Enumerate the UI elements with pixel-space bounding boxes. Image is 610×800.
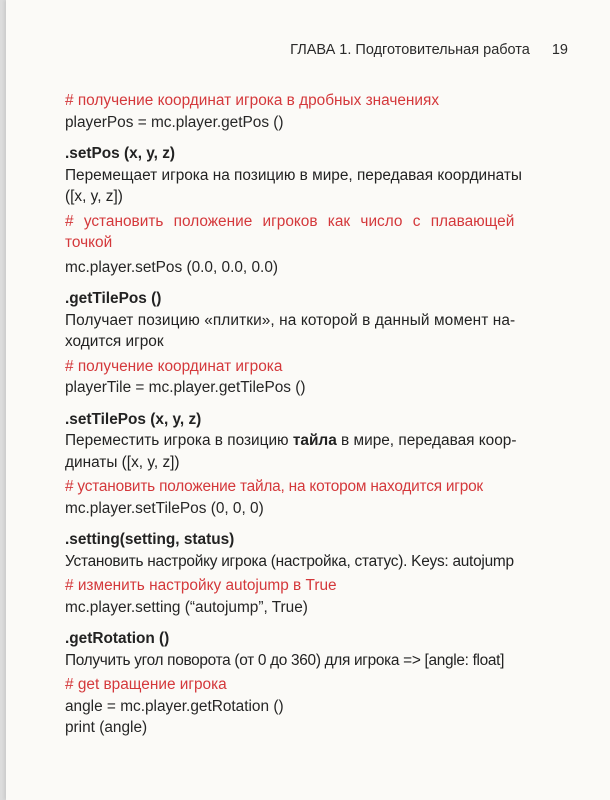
code-line: playerPos = mc.player.getPos ()	[65, 113, 284, 131]
method-description: Получает позицию «плитки», на которой в данный момент на-	[65, 311, 516, 329]
page-header	[290, 42, 568, 58]
description-bold-term: тайла	[292, 432, 337, 449]
code-line: mc.player.setting (“autojump”, True)	[65, 598, 308, 616]
code-line: mc.player.setTilePos (0, 0, 0)	[65, 499, 264, 517]
chapter-title: ГЛАВА 1. Подготовительная работа	[290, 42, 530, 58]
method-heading-setpos: .setPos (x, y, z)	[65, 145, 176, 162]
code-comment: # получение координат игрока в дробных значениях	[65, 92, 440, 109]
code-comment: # get вращение игрока	[65, 676, 227, 693]
method-description: Получить угол поворота (от 0 до 360) для игрока => [angle: float]	[65, 651, 505, 669]
method-description: Перемещает игрока на позицию в мире, передавая координаты	[65, 166, 522, 184]
method-description: динаты ([x, y, z])	[65, 453, 180, 471]
method-heading-setting: .setting(setting, status)	[65, 531, 235, 548]
method-description: ([x, y, z])	[65, 188, 123, 205]
code-line: print (angle)	[65, 719, 148, 736]
code-comment: # установить положение игроков как число с плавающей	[65, 212, 515, 230]
code-line: angle = mc.player.getRotation ()	[65, 697, 284, 715]
description-text: в мире, передавая коор-	[336, 432, 517, 449]
description-text: Переместить игрока в позицию	[65, 432, 293, 449]
method-heading-gettilepos: .getTilePos ()	[65, 290, 162, 307]
method-heading-getrotation: .getRotation ()	[65, 630, 170, 647]
code-line: playerTile = mc.player.getTilePos ()	[65, 379, 306, 396]
method-description: Установить настройку игрока (настройка, статус). Keys: autojump	[65, 552, 514, 570]
code-comment: # установить положение тайла, на котором находится игрок	[65, 478, 483, 495]
code-comment: точкой	[65, 234, 113, 251]
book-page	[6, 0, 610, 800]
method-description: ходится игрок	[65, 333, 164, 350]
page-content	[65, 90, 543, 739]
code-comment: # получение координат игрока	[65, 357, 283, 375]
method-heading-settilepos: .setTilePos (x, y, z)	[65, 410, 202, 428]
method-description	[65, 430, 543, 452]
code-comment: # изменить настройку autojump в True	[65, 577, 337, 594]
page-number: 19	[551, 42, 568, 58]
code-line: mc.player.setPos (0.0, 0.0, 0.0)	[65, 258, 279, 276]
